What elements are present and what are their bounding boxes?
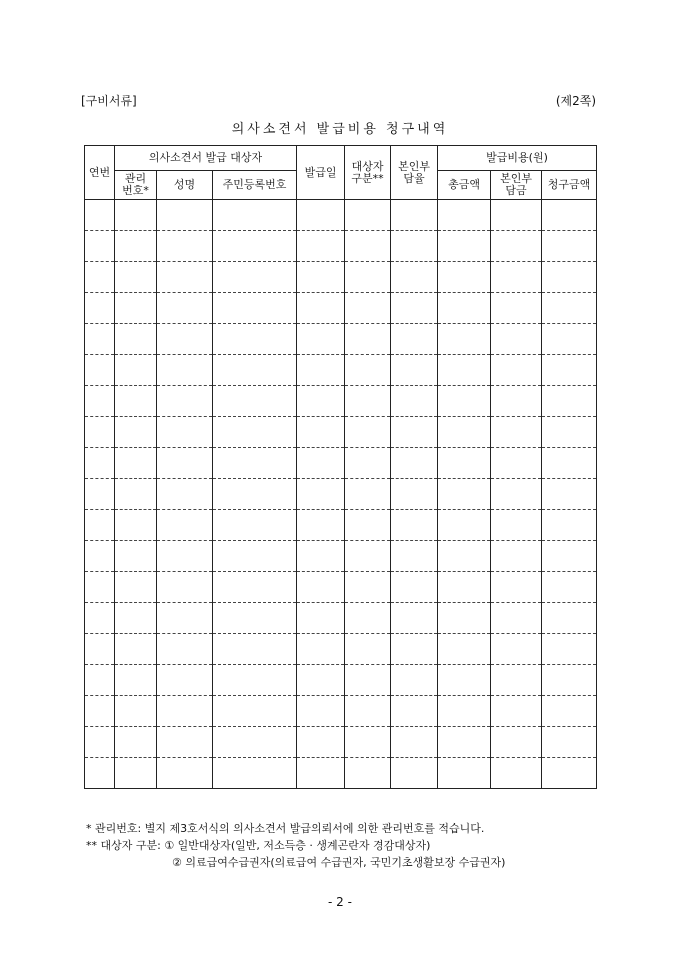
attachment-label: [구비서류] xyxy=(81,94,137,108)
table-cell[interactable] xyxy=(438,634,491,665)
header-cost-group: 발급비용(원) xyxy=(438,146,597,171)
table-cell[interactable] xyxy=(542,572,597,603)
table-cell[interactable] xyxy=(542,231,597,262)
table-cell[interactable] xyxy=(345,665,391,696)
header-issue-date: 발급일 xyxy=(297,146,345,200)
table-cell[interactable] xyxy=(438,355,491,386)
table-cell[interactable] xyxy=(115,200,157,231)
table-cell[interactable] xyxy=(542,603,597,634)
table-cell[interactable] xyxy=(345,417,391,448)
table-cell[interactable] xyxy=(491,355,542,386)
table-cell[interactable] xyxy=(345,510,391,541)
table-cell[interactable] xyxy=(297,448,345,479)
table-cell[interactable] xyxy=(542,262,597,293)
table-cell[interactable] xyxy=(213,696,297,727)
table-cell[interactable] xyxy=(157,603,213,634)
table-cell[interactable] xyxy=(491,572,542,603)
table-cell[interactable] xyxy=(157,541,213,572)
table-cell[interactable] xyxy=(115,634,157,665)
table-cell[interactable] xyxy=(438,417,491,448)
table-cell[interactable] xyxy=(85,479,115,510)
footnote-target-type-2: ② 의료급여수급권자(의료급여 수급권자, 국민기초생활보장 수급권자) xyxy=(172,856,506,869)
table-cell[interactable] xyxy=(157,696,213,727)
table-cell[interactable] xyxy=(491,324,542,355)
header-resident-no: 주민등록번호 xyxy=(213,171,297,200)
table-cell[interactable] xyxy=(297,231,345,262)
table-cell[interactable] xyxy=(297,293,345,324)
table-cell[interactable] xyxy=(115,231,157,262)
table-cell[interactable] xyxy=(542,448,597,479)
table-cell[interactable] xyxy=(85,448,115,479)
table-row xyxy=(85,200,597,231)
table-cell[interactable] xyxy=(491,665,542,696)
table-cell[interactable] xyxy=(297,634,345,665)
table-cell[interactable] xyxy=(345,262,391,293)
table-cell[interactable] xyxy=(213,603,297,634)
table-cell[interactable] xyxy=(213,541,297,572)
table-cell[interactable] xyxy=(391,696,438,727)
table-row xyxy=(85,758,597,789)
table-cell[interactable] xyxy=(542,293,597,324)
table-cell[interactable] xyxy=(157,758,213,789)
table-cell[interactable] xyxy=(491,696,542,727)
table-cell[interactable] xyxy=(491,510,542,541)
table-cell[interactable] xyxy=(345,293,391,324)
table-cell[interactable] xyxy=(542,510,597,541)
table-row xyxy=(85,355,597,386)
table-cell[interactable] xyxy=(391,293,438,324)
table-cell[interactable] xyxy=(85,696,115,727)
table-cell[interactable] xyxy=(438,386,491,417)
table-cell[interactable] xyxy=(345,758,391,789)
table-cell[interactable] xyxy=(85,417,115,448)
table-cell[interactable] xyxy=(491,758,542,789)
table-row xyxy=(85,634,597,665)
header-serial: 연번 xyxy=(85,146,115,200)
table-cell[interactable] xyxy=(213,293,297,324)
table-cell[interactable] xyxy=(157,386,213,417)
table-row xyxy=(85,510,597,541)
table-cell[interactable] xyxy=(157,262,213,293)
table-cell[interactable] xyxy=(345,634,391,665)
table-cell[interactable] xyxy=(542,634,597,665)
table-cell[interactable] xyxy=(115,696,157,727)
table-cell[interactable] xyxy=(438,200,491,231)
table-cell[interactable] xyxy=(491,386,542,417)
table-cell[interactable] xyxy=(85,665,115,696)
table-cell[interactable] xyxy=(438,541,491,572)
table-cell[interactable] xyxy=(345,696,391,727)
table-cell[interactable] xyxy=(391,665,438,696)
table-cell[interactable] xyxy=(297,479,345,510)
table-cell[interactable] xyxy=(345,355,391,386)
table-cell[interactable] xyxy=(542,386,597,417)
table-cell[interactable] xyxy=(491,479,542,510)
table-cell[interactable] xyxy=(491,262,542,293)
table-cell[interactable] xyxy=(297,262,345,293)
table-cell[interactable] xyxy=(85,727,115,758)
table-cell[interactable] xyxy=(297,510,345,541)
table-cell[interactable] xyxy=(297,324,345,355)
table-cell[interactable] xyxy=(391,386,438,417)
table-cell[interactable] xyxy=(157,231,213,262)
table-cell[interactable] xyxy=(438,448,491,479)
table-cell[interactable] xyxy=(491,541,542,572)
table-cell[interactable] xyxy=(438,696,491,727)
table-cell[interactable] xyxy=(85,231,115,262)
table-cell[interactable] xyxy=(491,727,542,758)
table-row xyxy=(85,665,597,696)
table-cell[interactable] xyxy=(345,541,391,572)
footnote-target-type: ** 대상자 구분: ① 일반대상자(일반, 저소득층 · 생계곤란자 경감대상자) xyxy=(86,839,431,852)
table-cell[interactable] xyxy=(345,479,391,510)
table-cell[interactable] xyxy=(491,448,542,479)
table-cell[interactable] xyxy=(213,634,297,665)
table-cell[interactable] xyxy=(157,293,213,324)
table-cell[interactable] xyxy=(345,231,391,262)
table-cell[interactable] xyxy=(115,572,157,603)
table-cell[interactable] xyxy=(491,417,542,448)
table-cell[interactable] xyxy=(115,448,157,479)
table-cell[interactable] xyxy=(115,479,157,510)
table-cell[interactable] xyxy=(438,510,491,541)
table-cell[interactable] xyxy=(157,417,213,448)
table-cell[interactable] xyxy=(391,479,438,510)
table-cell[interactable] xyxy=(542,727,597,758)
table-cell[interactable] xyxy=(85,541,115,572)
table-cell[interactable] xyxy=(491,634,542,665)
header-self-amount: 본인부담금 xyxy=(491,171,542,200)
table-cell[interactable] xyxy=(297,603,345,634)
table-cell[interactable] xyxy=(491,231,542,262)
table-cell[interactable] xyxy=(213,355,297,386)
table-cell[interactable] xyxy=(115,262,157,293)
page-side-label: (제2쪽) xyxy=(555,94,596,108)
table-row xyxy=(85,293,597,324)
table-cell[interactable] xyxy=(391,727,438,758)
table-cell[interactable] xyxy=(115,324,157,355)
table-row xyxy=(85,572,597,603)
table-cell[interactable] xyxy=(213,665,297,696)
header-target-type: 대상자구분** xyxy=(345,146,391,200)
table-cell[interactable] xyxy=(391,603,438,634)
header-self-rate: 본인부담율 xyxy=(391,146,438,200)
table-cell[interactable] xyxy=(345,448,391,479)
table-cell[interactable] xyxy=(157,665,213,696)
table-cell[interactable] xyxy=(438,603,491,634)
table-cell[interactable] xyxy=(297,758,345,789)
table-cell[interactable] xyxy=(542,324,597,355)
claim-table xyxy=(84,145,597,789)
table-cell[interactable] xyxy=(157,479,213,510)
header-claim-amount: 청구금액 xyxy=(542,171,597,200)
table-cell[interactable] xyxy=(297,200,345,231)
table-cell[interactable] xyxy=(391,634,438,665)
table-cell[interactable] xyxy=(542,355,597,386)
table-cell[interactable] xyxy=(213,479,297,510)
table-row xyxy=(85,448,597,479)
table-cell[interactable] xyxy=(438,572,491,603)
table-cell[interactable] xyxy=(391,572,438,603)
table-cell[interactable] xyxy=(157,200,213,231)
table-row xyxy=(85,541,597,572)
table-cell[interactable] xyxy=(157,572,213,603)
table-cell[interactable] xyxy=(213,448,297,479)
table-cell[interactable] xyxy=(213,324,297,355)
table-row xyxy=(85,386,597,417)
table-cell[interactable] xyxy=(391,231,438,262)
table-cell[interactable] xyxy=(297,355,345,386)
table-cell[interactable] xyxy=(157,510,213,541)
table-cell[interactable] xyxy=(85,572,115,603)
table-cell[interactable] xyxy=(438,231,491,262)
table-cell[interactable] xyxy=(491,200,542,231)
table-cell[interactable] xyxy=(542,417,597,448)
table-cell[interactable] xyxy=(391,758,438,789)
table-cell[interactable] xyxy=(157,355,213,386)
table-cell[interactable] xyxy=(297,541,345,572)
header-name: 성명 xyxy=(157,171,213,200)
table-cell[interactable] xyxy=(115,510,157,541)
table-cell[interactable] xyxy=(213,262,297,293)
table-cell[interactable] xyxy=(115,758,157,789)
table-cell[interactable] xyxy=(115,603,157,634)
table-cell[interactable] xyxy=(438,727,491,758)
table-cell[interactable] xyxy=(297,572,345,603)
table-row xyxy=(85,479,597,510)
table-cell[interactable] xyxy=(438,324,491,355)
table-cell[interactable] xyxy=(85,603,115,634)
table-cell[interactable] xyxy=(85,324,115,355)
page-number: - 2 - xyxy=(328,895,352,909)
table-cell[interactable] xyxy=(115,355,157,386)
table-cell[interactable] xyxy=(438,293,491,324)
table-cell[interactable] xyxy=(438,479,491,510)
table-cell[interactable] xyxy=(542,541,597,572)
table-cell[interactable] xyxy=(85,634,115,665)
table-row xyxy=(85,727,597,758)
table-row xyxy=(85,417,597,448)
table-cell[interactable] xyxy=(297,727,345,758)
table-row xyxy=(85,324,597,355)
table-cell[interactable] xyxy=(115,417,157,448)
table-cell[interactable] xyxy=(85,758,115,789)
table-cell[interactable] xyxy=(115,293,157,324)
table-cell[interactable] xyxy=(85,200,115,231)
table-row xyxy=(85,231,597,262)
table-cell[interactable] xyxy=(85,262,115,293)
table-cell[interactable] xyxy=(542,758,597,789)
footnote-manage-no: * 관리번호: 별지 제3호서식의 의사소견서 발급의뢰서에 의한 관리번호를 적습니다. xyxy=(86,822,485,835)
table-cell[interactable] xyxy=(213,727,297,758)
table-cell[interactable] xyxy=(115,386,157,417)
table-row xyxy=(85,603,597,634)
table-cell[interactable] xyxy=(391,448,438,479)
table-cell[interactable] xyxy=(85,510,115,541)
table-cell[interactable] xyxy=(213,231,297,262)
table-cell[interactable] xyxy=(391,262,438,293)
header-manage-no: 관리번호* xyxy=(115,171,157,200)
table-cell[interactable] xyxy=(157,324,213,355)
table-cell[interactable] xyxy=(115,727,157,758)
table-cell[interactable] xyxy=(391,324,438,355)
table-cell[interactable] xyxy=(85,355,115,386)
table-cell[interactable] xyxy=(491,603,542,634)
table-cell[interactable] xyxy=(157,634,213,665)
table-cell[interactable] xyxy=(542,665,597,696)
table-cell[interactable] xyxy=(297,696,345,727)
table-cell[interactable] xyxy=(491,293,542,324)
table-cell[interactable] xyxy=(345,324,391,355)
table-cell[interactable] xyxy=(391,510,438,541)
table-cell[interactable] xyxy=(391,355,438,386)
table-cell[interactable] xyxy=(345,200,391,231)
table-body xyxy=(85,200,597,789)
table-cell[interactable] xyxy=(542,696,597,727)
table-cell[interactable] xyxy=(391,200,438,231)
table-cell[interactable] xyxy=(213,510,297,541)
table-cell[interactable] xyxy=(115,665,157,696)
table-cell[interactable] xyxy=(157,727,213,758)
table-row xyxy=(85,696,597,727)
table-cell[interactable] xyxy=(213,417,297,448)
table-cell[interactable] xyxy=(85,293,115,324)
page-title: 의사소견서 발급비용 청구내역 xyxy=(231,122,449,137)
table-cell[interactable] xyxy=(345,386,391,417)
table-cell[interactable] xyxy=(345,603,391,634)
table-cell[interactable] xyxy=(213,758,297,789)
table-row xyxy=(85,262,597,293)
table-cell[interactable] xyxy=(438,262,491,293)
table-cell[interactable] xyxy=(345,727,391,758)
table-cell[interactable] xyxy=(438,665,491,696)
table-cell[interactable] xyxy=(85,386,115,417)
table-cell[interactable] xyxy=(157,448,213,479)
table-cell[interactable] xyxy=(542,479,597,510)
table-cell[interactable] xyxy=(391,541,438,572)
table-cell[interactable] xyxy=(391,417,438,448)
header-total: 총금액 xyxy=(438,171,491,200)
table-cell[interactable] xyxy=(213,572,297,603)
table-cell[interactable] xyxy=(297,665,345,696)
table-cell[interactable] xyxy=(213,200,297,231)
table-cell[interactable] xyxy=(438,758,491,789)
table-cell[interactable] xyxy=(297,386,345,417)
table-cell[interactable] xyxy=(542,200,597,231)
table-cell[interactable] xyxy=(345,572,391,603)
header-target-group: 의사소견서 발급 대상자 xyxy=(115,146,297,171)
footnotes xyxy=(86,820,505,871)
table-cell[interactable] xyxy=(213,386,297,417)
table-cell[interactable] xyxy=(297,417,345,448)
table-cell[interactable] xyxy=(115,541,157,572)
